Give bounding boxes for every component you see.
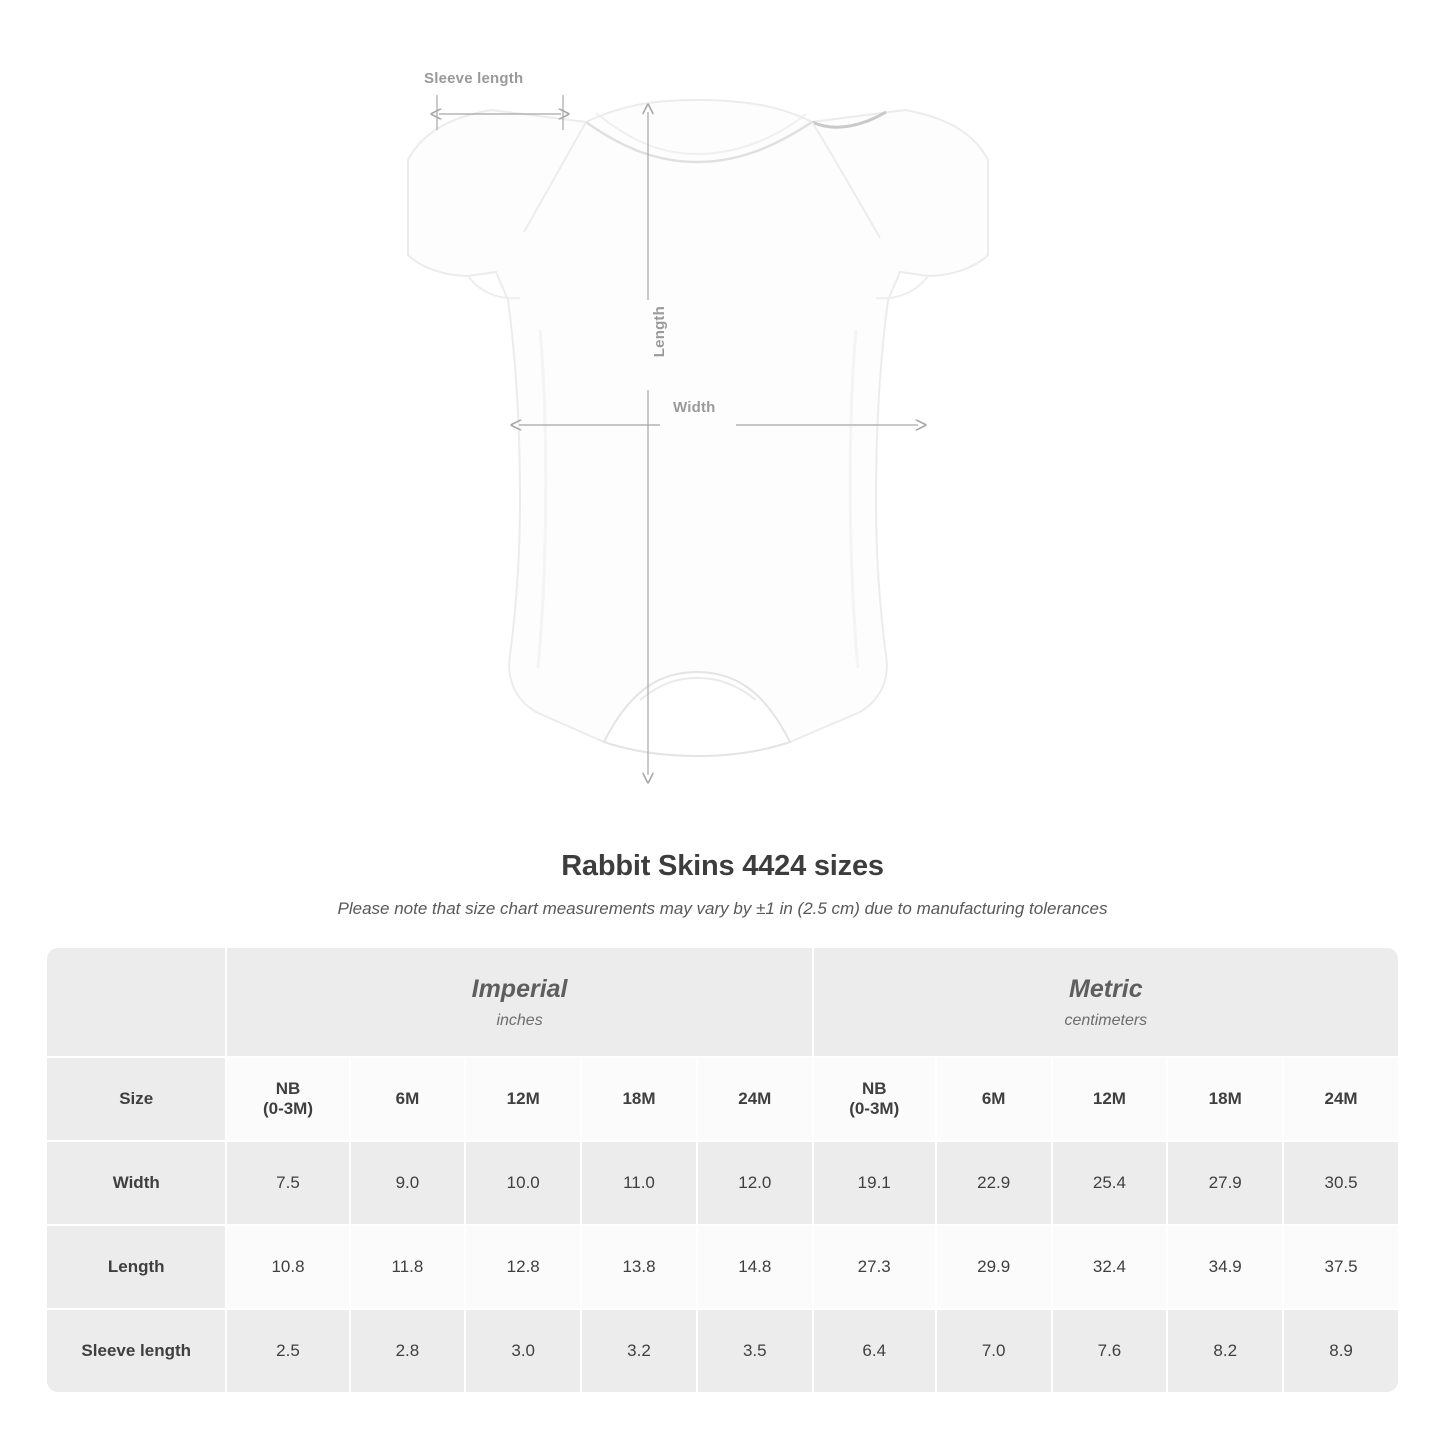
column-header-18m-imperial: 18M — [581, 1057, 697, 1141]
cell-sleeve-nb-in: 2.5 — [226, 1309, 349, 1393]
column-header-6m-metric: 6M — [936, 1057, 1052, 1141]
size-table-wrapper — [46, 947, 1399, 1393]
size-header-row — [46, 1057, 1399, 1141]
cell-sleeve-nb-cm: 6.4 — [813, 1309, 936, 1393]
cell-sleeve-12m-cm: 7.6 — [1052, 1309, 1168, 1393]
bodysuit-shape — [408, 100, 988, 756]
column-header-24m-imperial: 24M — [697, 1057, 813, 1141]
table-row — [46, 1141, 1399, 1225]
col-label: NB — [861, 1079, 887, 1098]
column-header-12m-imperial: 12M — [465, 1057, 581, 1141]
imperial-sub: inches — [496, 1011, 543, 1029]
cell-sleeve-24m-in: 3.5 — [697, 1309, 813, 1393]
table-corner — [46, 947, 226, 1057]
col-sub: (0-3M) — [849, 1099, 900, 1118]
column-header-12m-metric: 12M — [1052, 1057, 1168, 1141]
cell-length-6m-in: 11.8 — [350, 1225, 466, 1309]
cell-length-24m-in: 14.8 — [697, 1225, 813, 1309]
cell-width-nb-cm: 19.1 — [813, 1141, 936, 1225]
cell-sleeve-18m-cm: 8.2 — [1167, 1309, 1283, 1393]
size-chart-table — [46, 947, 1399, 1393]
metric-sub: centimeters — [1064, 1011, 1148, 1029]
row-label-length: Length — [46, 1225, 226, 1309]
cell-sleeve-6m-in: 2.8 — [350, 1309, 466, 1393]
sleeve-length-label: Sleeve length — [424, 70, 524, 87]
row-label-width: Width — [46, 1141, 226, 1225]
cell-sleeve-18m-in: 3.2 — [581, 1309, 697, 1393]
cell-width-6m-cm: 22.9 — [936, 1141, 1052, 1225]
metric-header — [813, 947, 1399, 1057]
cell-sleeve-12m-in: 3.0 — [465, 1309, 581, 1393]
cell-length-24m-cm: 37.5 — [1283, 1225, 1399, 1309]
page-title: Rabbit Skins 4424 sizes — [561, 850, 884, 882]
cell-width-nb-in: 7.5 — [226, 1141, 349, 1225]
length-label: Length — [651, 306, 668, 358]
cell-length-18m-cm: 34.9 — [1167, 1225, 1283, 1309]
width-label: Width — [673, 399, 716, 416]
metric-name: Metric — [1069, 974, 1143, 1003]
cell-width-12m-in: 10.0 — [465, 1141, 581, 1225]
size-label: Size — [46, 1057, 226, 1141]
cell-sleeve-6m-cm: 7.0 — [936, 1309, 1052, 1393]
cell-width-18m-in: 11.0 — [581, 1141, 697, 1225]
cell-width-18m-cm: 27.9 — [1167, 1141, 1283, 1225]
column-header-nb-metric — [813, 1057, 936, 1141]
column-header-6m-imperial: 6M — [350, 1057, 466, 1141]
cell-length-12m-in: 12.8 — [465, 1225, 581, 1309]
col-sub: (0-3M) — [262, 1099, 314, 1118]
cell-length-nb-cm: 27.3 — [813, 1225, 936, 1309]
cell-length-18m-in: 13.8 — [581, 1225, 697, 1309]
tolerance-note: Please note that size chart measurements may vary by ±1 in (2.5 cm) due to manufacturing tolerances — [337, 899, 1108, 918]
title-block — [0, 850, 1445, 919]
cell-length-12m-cm: 32.4 — [1052, 1225, 1168, 1309]
cell-width-24m-cm: 30.5 — [1283, 1141, 1399, 1225]
table-row — [46, 1309, 1399, 1393]
unit-header-row — [46, 947, 1399, 1057]
cell-width-12m-cm: 25.4 — [1052, 1141, 1168, 1225]
cell-width-6m-in: 9.0 — [350, 1141, 466, 1225]
column-header-24m-metric: 24M — [1283, 1057, 1399, 1141]
imperial-header — [226, 947, 812, 1057]
cell-sleeve-24m-cm: 8.9 — [1283, 1309, 1399, 1393]
imperial-name: Imperial — [471, 974, 568, 1003]
cell-length-nb-in: 10.8 — [226, 1225, 349, 1309]
row-label-sleeve-length: Sleeve length — [46, 1309, 226, 1393]
column-header-18m-metric: 18M — [1167, 1057, 1283, 1141]
table-row — [46, 1225, 1399, 1309]
col-label: NB — [275, 1079, 301, 1098]
column-header-nb-imperial — [226, 1057, 349, 1141]
cell-width-24m-in: 12.0 — [697, 1141, 813, 1225]
cell-length-6m-cm: 29.9 — [936, 1225, 1052, 1309]
